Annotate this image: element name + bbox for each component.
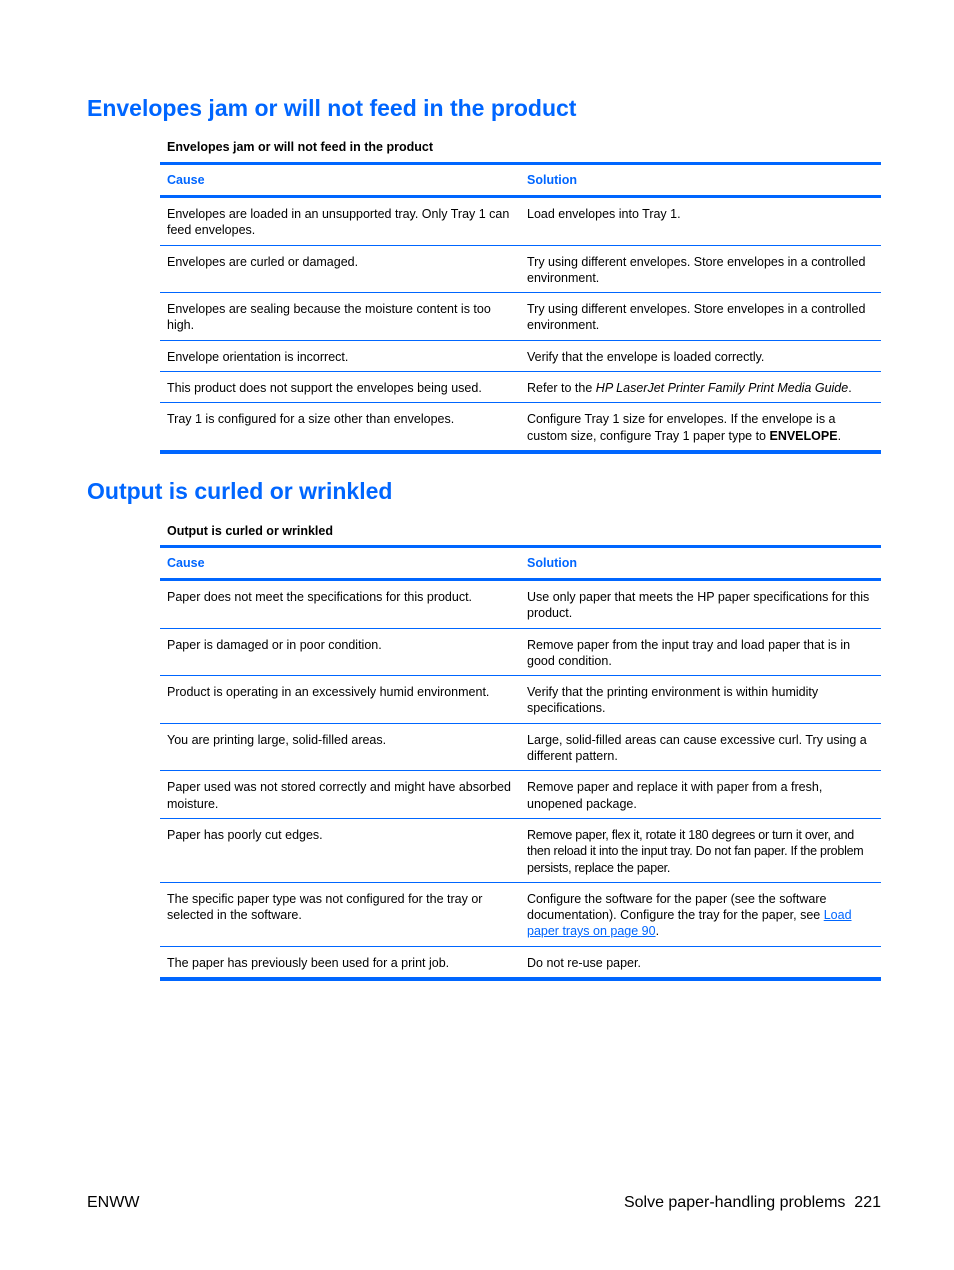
cause-cell: Tray 1 is configured for a size other than envelopes. bbox=[167, 412, 455, 427]
media-guide-title: HP LaserJet Printer Family Print Media Guide bbox=[595, 381, 849, 396]
column-header-cause: Cause bbox=[167, 556, 205, 570]
solution-cell bbox=[520, 882, 881, 946]
solution-cell: Remove paper and replace it with paper from a fresh, unopened package. bbox=[527, 780, 823, 811]
table-row bbox=[160, 580, 881, 629]
table-row bbox=[160, 676, 881, 724]
cause-cell: The specific paper type was not configured for the tray or selected in the software. bbox=[167, 891, 483, 923]
cause-cell: This product does not support the envelopes being used. bbox=[167, 381, 482, 396]
cause-cell: You are printing large, solid-filled areas. bbox=[167, 732, 387, 747]
table-caption-output-curled: Output is curled or wrinkled bbox=[167, 524, 333, 538]
table-header-row bbox=[160, 547, 881, 580]
table-caption-envelopes: Envelopes jam or will not feed in the product bbox=[167, 140, 434, 154]
solution-text-end: . bbox=[837, 428, 842, 443]
solution-cell: Remove paper, flex it, rotate it 180 degrees or turn it over, and then reload it into the input tray. Do not fan paper. If the problem persists, replace the paper. bbox=[527, 827, 864, 875]
cause-cell: Paper is damaged or in poor condition. bbox=[167, 637, 382, 652]
solution-cell bbox=[520, 372, 881, 403]
table-row bbox=[160, 197, 881, 246]
solution-cell: Verify that the printing environment is within humidity specifications. bbox=[527, 685, 819, 716]
table-row bbox=[160, 340, 881, 371]
solution-text: Configure the software for the paper (see the software documentation). Configure the tray for the paper, see bbox=[527, 891, 827, 923]
table-row bbox=[160, 946, 881, 979]
cause-cell: Product is operating in an excessively humid environment. bbox=[167, 685, 490, 700]
cause-cell: Envelopes are sealing because the moisture content is too high. bbox=[167, 302, 491, 333]
footer-left-label: ENWW bbox=[87, 1194, 140, 1211]
cause-cell: Paper has poorly cut edges. bbox=[167, 827, 323, 842]
table-row bbox=[160, 293, 881, 341]
solution-cell: Use only paper that meets the HP paper specifications for this product. bbox=[527, 590, 870, 621]
section-heading-output-curled: Output is curled or wrinkled bbox=[87, 478, 393, 504]
column-header-cause: Cause bbox=[167, 173, 205, 187]
solution-text: Refer to the bbox=[527, 381, 596, 396]
table-row bbox=[160, 245, 881, 293]
solution-cell: Remove paper from the input tray and load paper that is in good condition. bbox=[527, 637, 851, 668]
solution-cell: Verify that the envelope is loaded correctly. bbox=[527, 349, 765, 364]
cause-cell: Paper used was not stored correctly and might have absorbed moisture. bbox=[167, 780, 511, 811]
load-paper-trays-link[interactable]: Load paper trays on page 90 bbox=[527, 908, 852, 939]
output-curled-table bbox=[160, 545, 881, 981]
solution-text: Configure Tray 1 size for envelopes. If the envelope is a custom size, configure Tray 1 paper type to bbox=[527, 412, 836, 443]
section-heading-envelopes: Envelopes jam or will not feed in the product bbox=[87, 95, 577, 121]
cause-cell: Paper does not meet the specifications for this product. bbox=[167, 590, 473, 604]
column-header-solution: Solution bbox=[527, 556, 577, 570]
cause-cell: Envelopes are curled or damaged. bbox=[167, 254, 359, 269]
table-header-row bbox=[160, 164, 881, 197]
envelopes-table bbox=[160, 162, 881, 454]
solution-text-end: . bbox=[655, 924, 660, 939]
solution-text-end: . bbox=[848, 381, 852, 396]
table-row bbox=[160, 723, 881, 771]
solution-cell: Large, solid-filled areas can cause excessive curl. Try using a different pattern. bbox=[527, 732, 867, 764]
table-row bbox=[160, 628, 881, 676]
solution-cell: Load envelopes into Tray 1. bbox=[527, 207, 681, 221]
footer-section-title: Solve paper-handling problems bbox=[623, 1194, 846, 1211]
cause-cell: Envelope orientation is incorrect. bbox=[167, 349, 349, 364]
table-row bbox=[160, 818, 881, 882]
table-row bbox=[160, 882, 881, 946]
table-row bbox=[160, 771, 881, 819]
cause-cell: Envelopes are loaded in an unsupported tray. Only Tray 1 can feed envelopes. bbox=[167, 207, 510, 238]
table-row bbox=[160, 403, 881, 452]
solution-cell bbox=[520, 403, 881, 452]
cause-cell: The paper has previously been used for a print job. bbox=[167, 955, 450, 970]
column-header-solution: Solution bbox=[527, 173, 577, 187]
table-row bbox=[160, 372, 881, 403]
solution-cell: Try using different envelopes. Store envelopes in a controlled environment. bbox=[527, 254, 866, 285]
page-number: 221 bbox=[854, 1194, 881, 1211]
footer-right bbox=[624, 1193, 881, 1213]
envelope-paper-type: ENVELOPE bbox=[769, 428, 838, 443]
solution-cell: Try using different envelopes. Store envelopes in a controlled environment. bbox=[527, 302, 866, 333]
solution-cell: Do not re-use paper. bbox=[527, 955, 641, 970]
